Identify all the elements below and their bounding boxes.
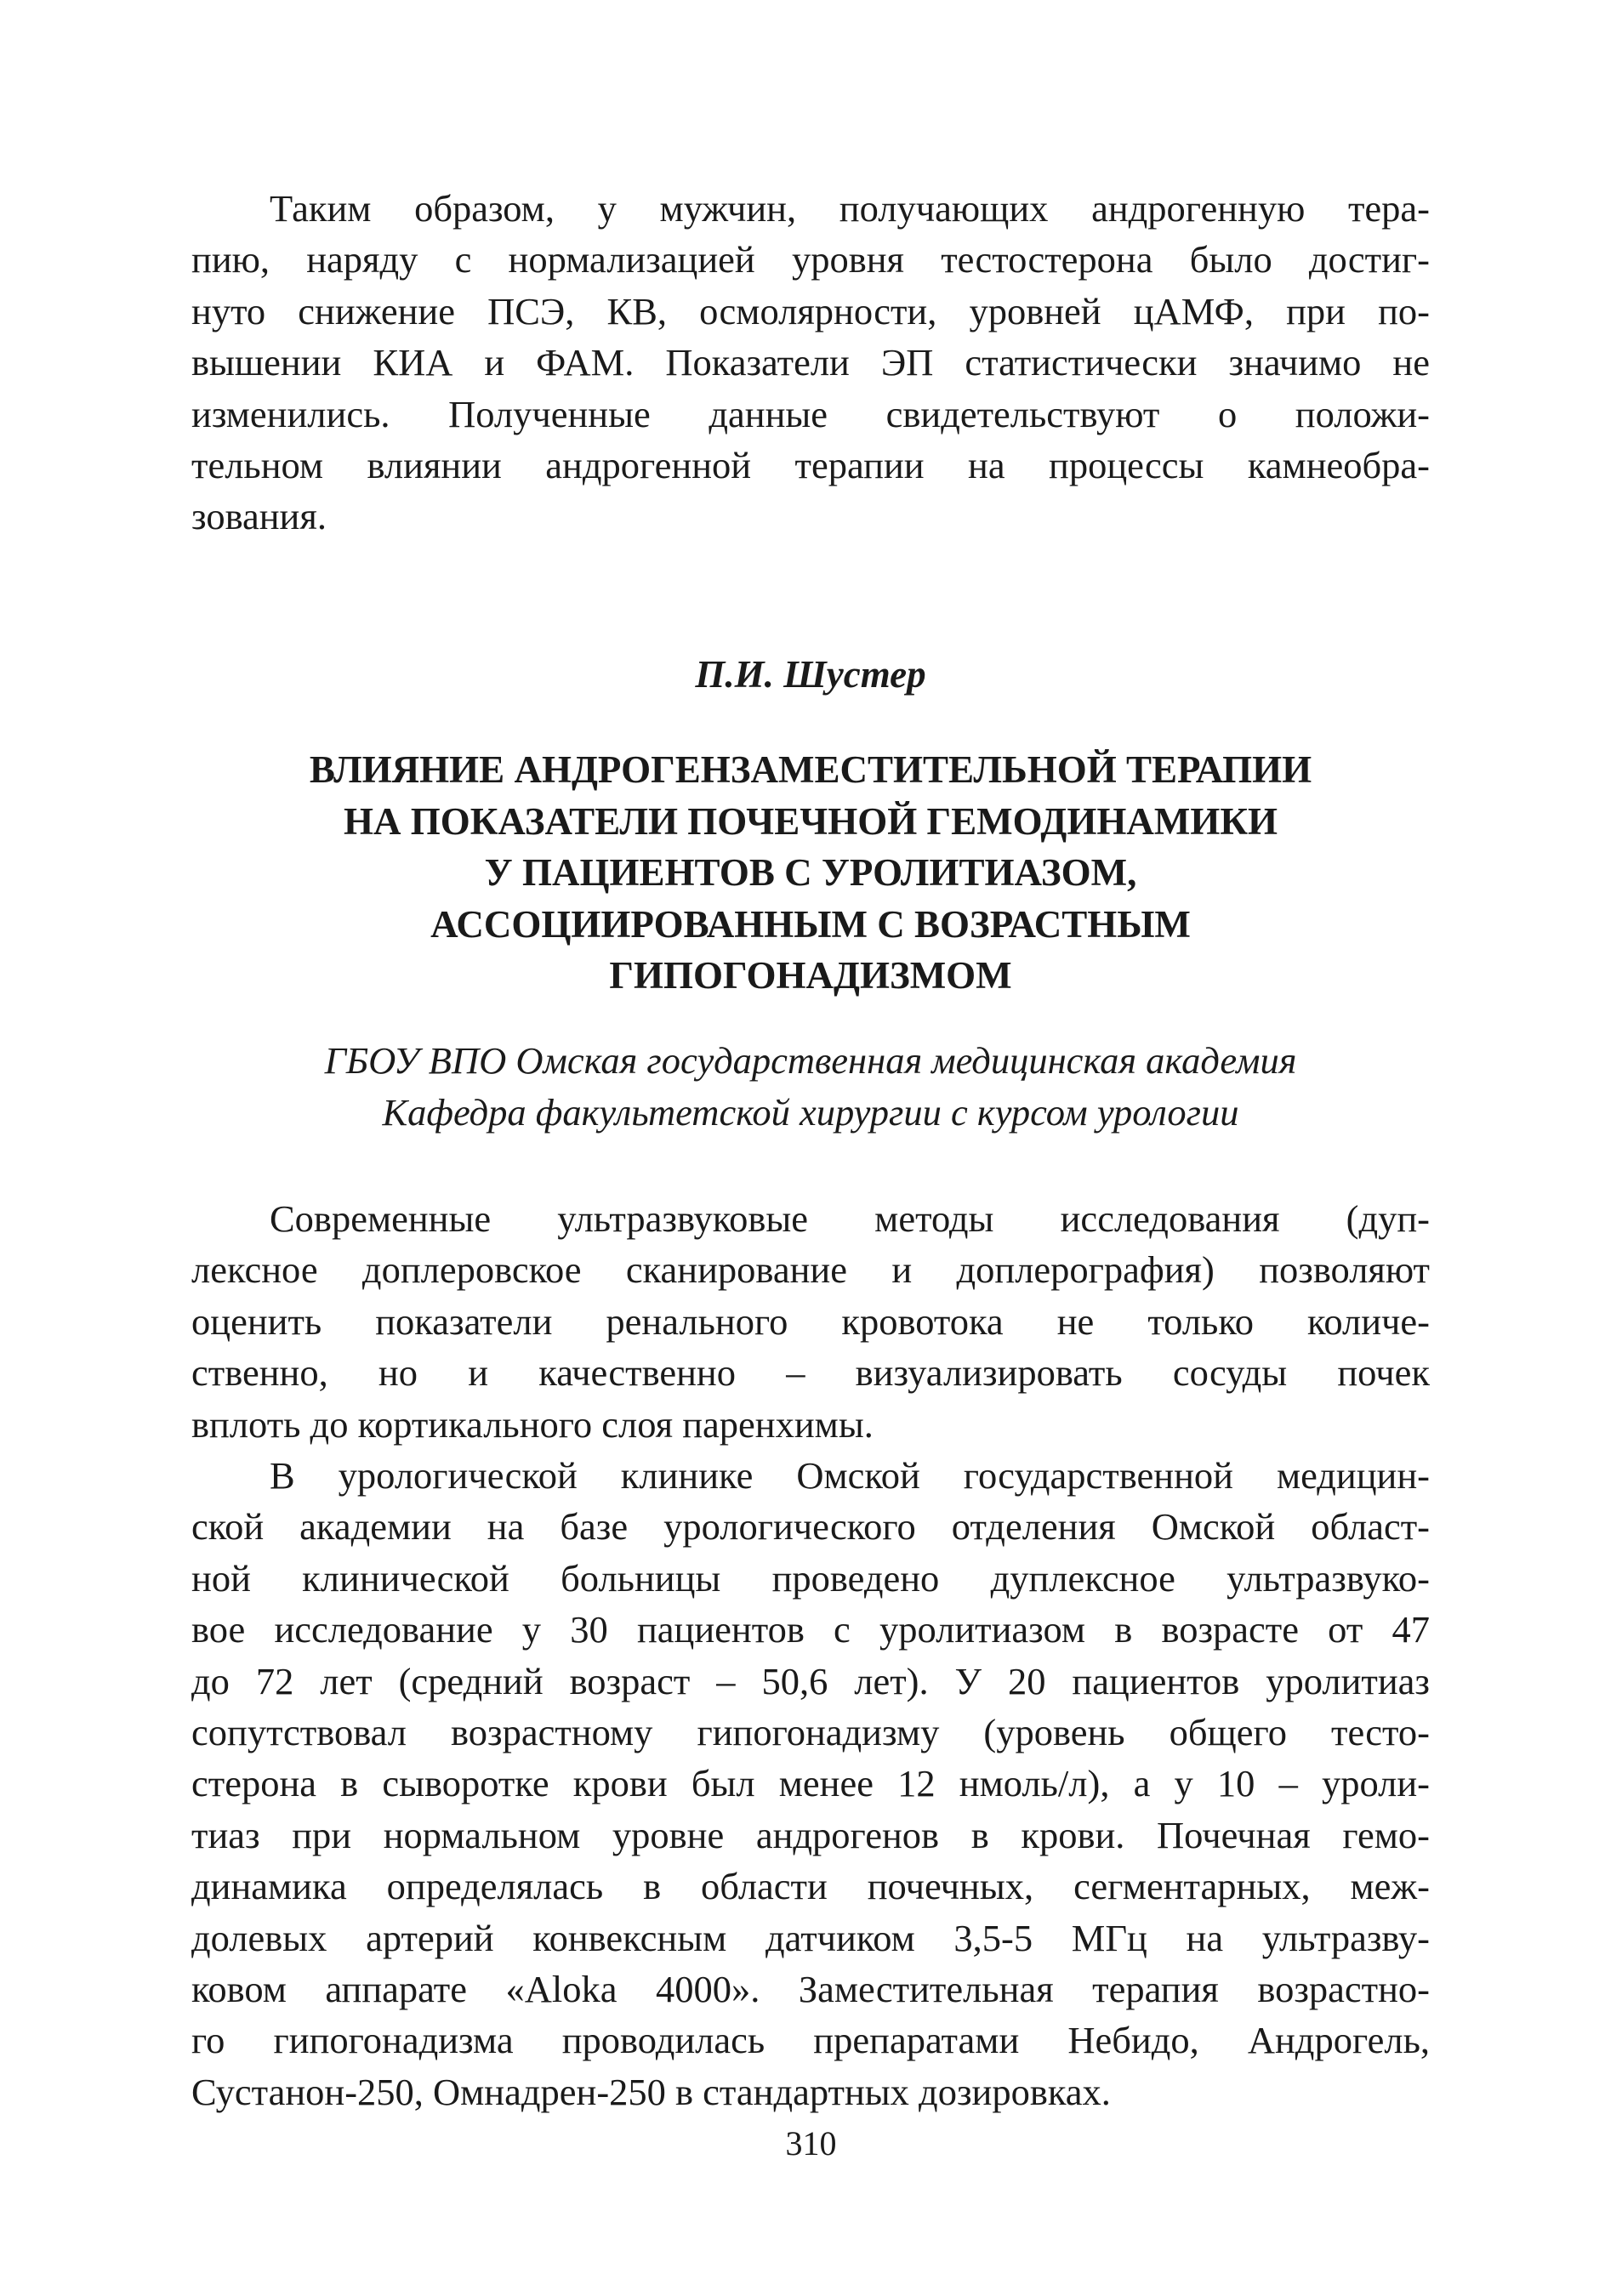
affiliation-line: Кафедра факультетской хирургии с курсом урологии bbox=[382, 1090, 1239, 1134]
body-line: оценить показатели ренального кровотока не только количе- bbox=[191, 1299, 1430, 1343]
intro-line: изменились. Полученные данные свидетельствуют о положи- bbox=[191, 392, 1430, 435]
body-paragraph-2 bbox=[191, 1450, 1430, 2117]
body-line: Современные ультразвуковые методы исследования (дуп- bbox=[270, 1197, 1430, 1240]
body-paragraph-1 bbox=[191, 1193, 1430, 1450]
body-line: Сустанон-250, Омнадрен-250 в стандартных дозировках. bbox=[191, 2070, 1111, 2113]
body-line: тиаз при нормальном уровне андрогенов в крови. Почечная гемо- bbox=[191, 1813, 1430, 1856]
body-line: стерона в сыворотке крови был менее 12 нмоль/л), а у 10 – уроли- bbox=[191, 1762, 1430, 1805]
article-affiliation bbox=[191, 1035, 1430, 1138]
page-number: 310 bbox=[785, 2124, 837, 2162]
body-line: го гипогонадизма проводилась препаратами Небидо, Андрогель, bbox=[191, 2019, 1430, 2062]
intro-line: нуто снижение ПСЭ, КВ, осмолярности, уровней цАМФ, при по- bbox=[191, 289, 1430, 332]
intro-line: зования. bbox=[191, 495, 327, 538]
body-line: ной клинической больницы проведено дуплексное ультразвуко- bbox=[191, 1556, 1430, 1600]
body-line: лексное доплеровское сканирование и доплерография) позволяют bbox=[191, 1248, 1430, 1292]
body-line: сопутствовал возрастному гипогонадизму (уровень общего тесто- bbox=[191, 1711, 1430, 1754]
intro-line: Таким образом, у мужчин, получающих андрогенную тера- bbox=[270, 187, 1430, 230]
body-line: ственно, но и качественно – визуализировать сосуды почек bbox=[191, 1351, 1430, 1395]
title-line: У ПАЦИЕНТОВ С УРОЛИТИАЗОМ, bbox=[484, 851, 1137, 894]
intro-paragraph bbox=[191, 183, 1430, 543]
article-title bbox=[191, 744, 1430, 1002]
body-line: ковом аппарате «Aloka 4000». Заместительная терапия возрастно- bbox=[191, 1968, 1430, 2011]
body-line: долевых артерий конвексным датчиком 3,5-5 МГц на ультразву- bbox=[191, 1916, 1430, 1959]
title-line: НА ПОКАЗАТЕЛИ ПОЧЕЧНОЙ ГЕМОДИНАМИКИ bbox=[344, 799, 1278, 843]
title-line: АССОЦИИРОВАННЫМ С ВОЗРАСТНЫМ bbox=[430, 902, 1191, 946]
intro-line: пию, наряду с нормализацией уровня тестостерона было достиг- bbox=[191, 238, 1430, 281]
title-line: ГИПОГОНАДИЗМОМ bbox=[609, 954, 1012, 997]
body-line: ской академии на базе урологического отделения Омской област- bbox=[191, 1505, 1430, 1549]
affiliation-line: ГБОУ ВПО Омская государственная медицинская академия bbox=[324, 1039, 1297, 1082]
title-line: ВЛИЯНИЕ АНДРОГЕНЗАМЕСТИТЕЛЬНОЙ ТЕРАПИИ bbox=[309, 748, 1312, 791]
body-line: динамика определялась в области почечных, сегментарных, меж- bbox=[191, 1865, 1430, 1908]
body-line: В урологической клинике Омской государственной медицин- bbox=[270, 1454, 1430, 1497]
body-line: вплоть до кортикального слоя паренхимы. bbox=[191, 1402, 874, 1446]
intro-line: вышении КИА и ФАМ. Показатели ЭП статистически значимо не bbox=[191, 341, 1430, 384]
intro-line: тельном влиянии андрогенной терапии на процессы камнеобра- bbox=[191, 444, 1430, 487]
body-line: вое исследование у 30 пациентов с уролитиазом в возрасте от 47 bbox=[191, 1608, 1430, 1651]
body-line: до 72 лет (средний возраст – 50,6 лет). У 20 пациентов уролитиаз bbox=[191, 1659, 1430, 1702]
article-author: П.И. Шустер bbox=[695, 653, 926, 696]
